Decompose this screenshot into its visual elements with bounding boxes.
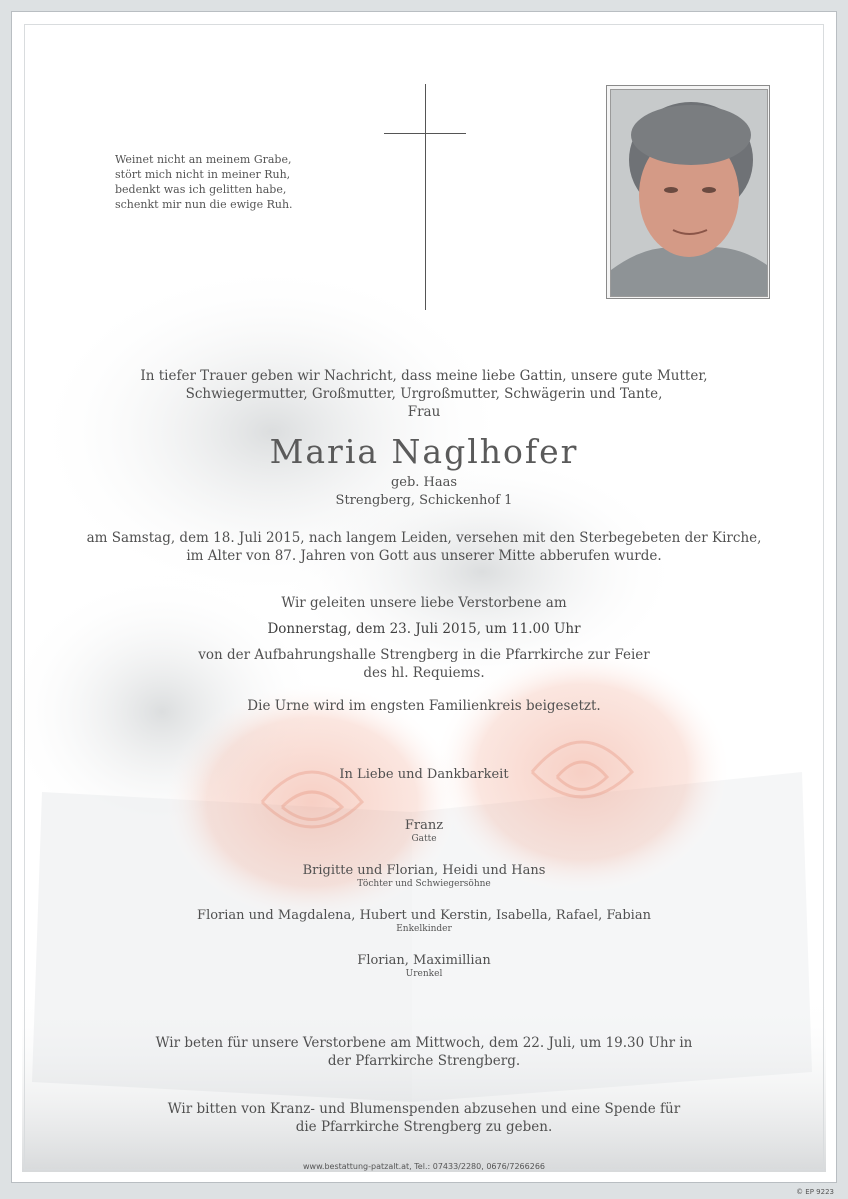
funeral-intro: Wir geleiten unsere liebe Verstorbene am	[281, 595, 567, 611]
poem-line: bedenkt was ich gelitten habe,	[115, 183, 287, 196]
portrait-photo	[610, 89, 768, 297]
announcement-line: In tiefer Trauer geben wir Nachricht, dass meine liebe Gattin, unsere gute Mutter,	[140, 368, 708, 384]
prayer-line: Wir beten für unsere Verstorbene am Mittwoch, dem 22. Juli, um 19.30 Uhr in	[155, 1035, 693, 1051]
poem-line: Weinet nicht an meinem Grabe,	[115, 153, 292, 166]
maiden-name: geb. Haas	[390, 475, 458, 490]
mourner-relation: Gatte	[411, 834, 437, 844]
cross-icon	[425, 84, 426, 310]
poem-line: stört mich nicht in meiner Ruh,	[115, 168, 291, 181]
cross-bar	[384, 133, 466, 134]
mourner-names: Franz	[404, 818, 444, 833]
funeral-place-line: von der Aufbahrungshalle Strengberg in die Pfarrkirche zur Feier	[198, 647, 650, 663]
mourner-names: Florian und Magdalena, Hubert und Kerstin, Isabella, Rafael, Fabian	[197, 908, 651, 923]
prayer-line: der Pfarrkirche Strengberg.	[327, 1053, 521, 1069]
poem-line: schenkt mir nun die ewige Ruh.	[115, 198, 293, 211]
donation-notice	[12, 1100, 836, 1136]
obituary-card	[11, 11, 837, 1183]
funeral-date: Donnerstag, dem 23. Juli 2015, um 11.00 Uhr	[267, 621, 581, 637]
print-code: © EP 9223	[796, 1188, 834, 1196]
urn-notice: Die Urne wird im engsten Familienkreis beigesetzt.	[247, 698, 601, 714]
poem	[115, 152, 335, 212]
portrait-image	[611, 90, 767, 296]
mourner-relation: Töchter und Schwiegersöhne	[357, 879, 491, 889]
announcement-line: Frau	[407, 404, 441, 420]
mourner-names: Florian, Maximillian	[357, 953, 491, 968]
death-line: am Samstag, dem 18. Juli 2015, nach langem Leiden, versehen mit den Sterbegebeten der Kirche,	[86, 530, 762, 546]
mourners-intro: In Liebe und Dankbarkeit	[339, 767, 509, 782]
death-line: im Alter von 87. Jahren von Gott aus unserer Mitte abberufen wurde.	[186, 548, 662, 564]
deceased-name: Maria Naglhofer	[269, 432, 579, 471]
announcement-line: Schwiegermutter, Großmutter, Urgroßmutter, Schwägerin und Tante,	[185, 386, 663, 402]
death-notice	[12, 529, 836, 565]
announcement	[12, 367, 836, 421]
mourner-relation: Urenkel	[405, 969, 443, 979]
donation-line: die Pfarrkirche Strengberg zu geben.	[295, 1119, 553, 1135]
mourner-relation: Enkelkinder	[396, 924, 452, 934]
funeral-place	[12, 646, 836, 682]
donation-line: Wir bitten von Kranz- und Blumenspenden abzusehen und eine Spende für	[167, 1101, 681, 1117]
prayer-notice	[12, 1034, 836, 1070]
funeral-home-contact: www.bestattung-patzalt.at, Tel.: 07433/2280, 0676/7266266	[303, 1162, 545, 1171]
deceased-address: Strengberg, Schickenhof 1	[335, 493, 513, 508]
mourner-names: Brigitte und Florian, Heidi und Hans	[302, 863, 546, 878]
portrait-frame	[606, 85, 770, 299]
funeral-place-line: des hl. Requiems.	[363, 665, 485, 681]
